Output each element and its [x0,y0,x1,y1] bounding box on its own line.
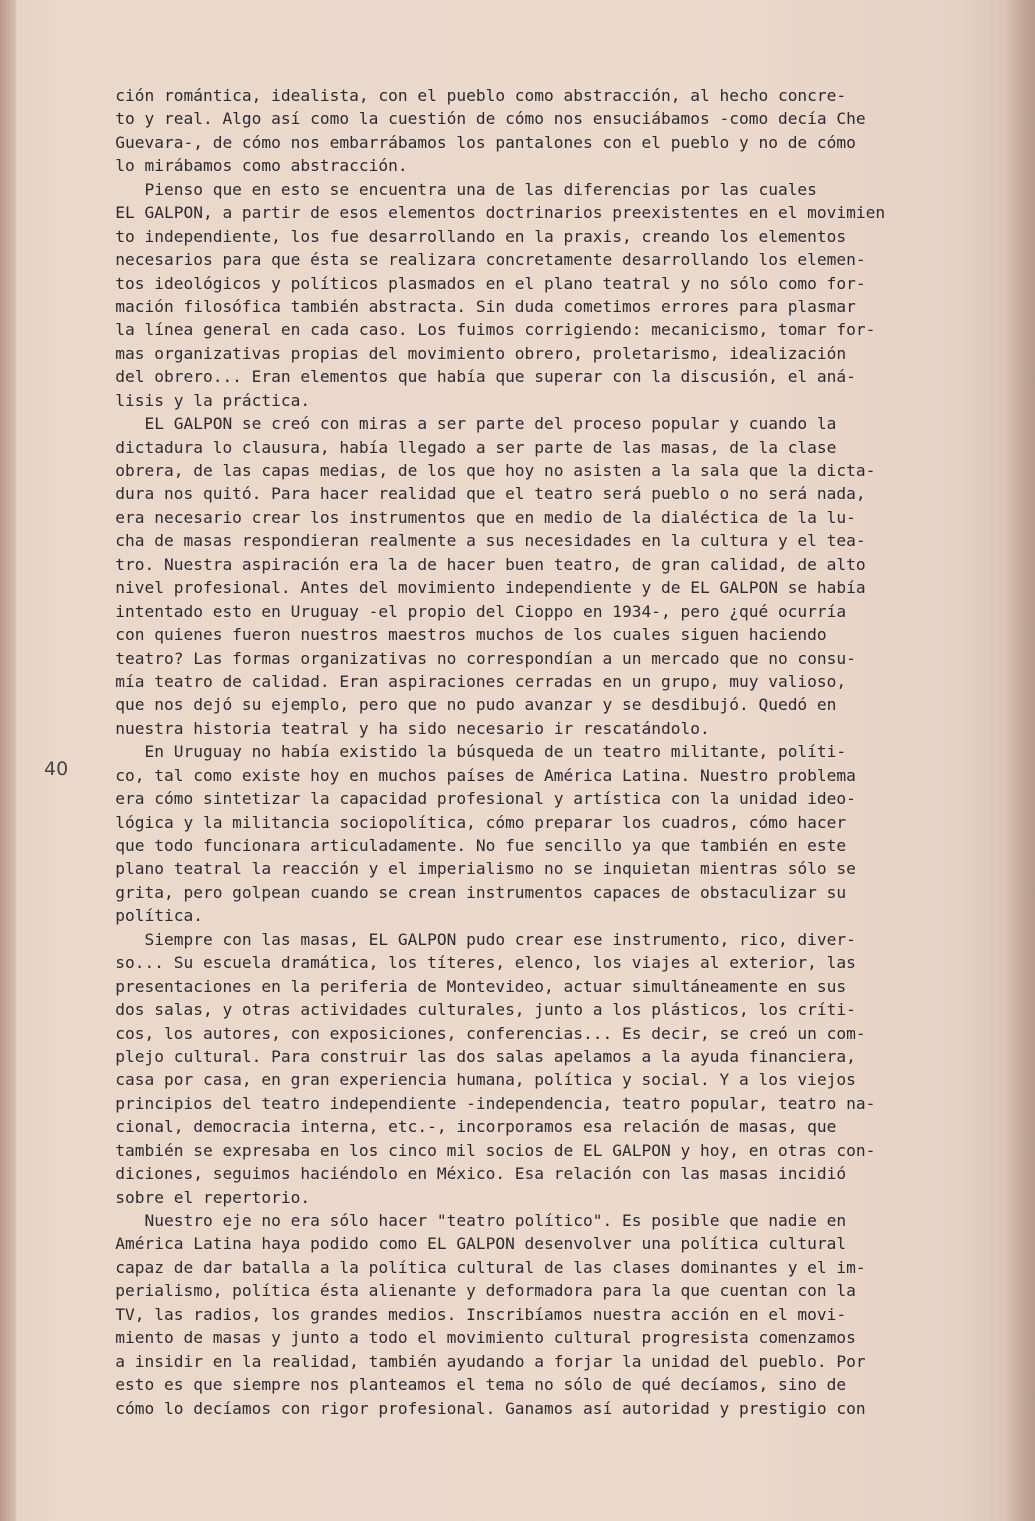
text-line: del obrero... Eran elementos que había que superar con la discusión, el aná- [86,367,856,387]
text-line: dura nos quitó. Para hacer realidad que el teatro será pueblo o no será nada, [86,484,866,504]
page-binding-shadow [0,0,16,1521]
text-line: lógica y la militancia sociopolítica, cómo preparar los cuadros, cómo hacer [86,812,847,832]
text-line: capaz de dar batalla a la política cultural de las clases dominantes y el im- [86,1257,866,1277]
text-line: era necesario crear los instrumentos que en medio de la dialéctica de la lu- [86,507,856,527]
text-line: dictadura lo clausura, había llegado a ser parte de las masas, de la clase [86,437,837,457]
text-line: que todo funcionara articuladamente. No fue sencillo ya que también en este [86,836,847,855]
text-line: grita, pero golpean cuando se crean instrumentos capaces de obstaculizar su [86,882,847,902]
text-line: mación filosófica también abstracta. Sin duda cometimos errores para plasmar [86,296,856,316]
text-line: lo mirábamos como abstracción. [86,156,408,176]
text-line: dos salas, y otras actividades culturales, junto a los plásticos, los críti- [86,1000,856,1020]
text-line: que nos dejó su ejemplo, pero que no pudo avanzar y se desdibujó. Quedó en [86,695,837,715]
text-line: to y real. Algo así como la cuestión de cómo nos ensuciábamos -como decía Che [86,109,866,129]
text-line: plano teatral la reacción y el imperialismo no se inquietan mientras sólo se [86,859,856,879]
text-line: necesarios para que ésta se realizara concretamente desarrollando los elemen- [86,250,866,270]
text-line: política. [86,906,203,926]
text-line: EL GALPON se creó con miras a ser parte del proceso popular y cuando la [86,414,837,434]
text-line: Guevara-, de cómo nos embarrábamos los pantalones con el pueblo y no de cómo [86,132,856,152]
text-line: cha de masas respondieran realmente a sus necesidades en la cultura y el tea- [86,531,866,551]
body-text [86,84,1014,1420]
text-line: nivel profesional. Antes del movimiento independiente y de EL GALPON se había [86,578,866,598]
text-line: teatro? Las formas organizativas no correspondían a un mercado que no consu- [86,648,856,668]
text-line: también se expresaba en los cinco mil socios de EL GALPON y hoy, en otras con- [86,1140,876,1160]
text-line: principios del teatro independiente -independencia, teatro popular, teatro na- [86,1093,876,1113]
text-line: presentaciones en la periferia de Montevideo, actuar simultáneamente en sus [86,976,847,996]
text-line: mas organizativas propias del movimiento obrero, proletarismo, idealización [86,343,847,363]
text-line: tos ideológicos y políticos plasmados en el plano teatral y no sólo como for- [86,273,866,293]
text-line: esto es que siempre nos planteamos el tema no sólo de qué decíamos, sino de [86,1375,847,1395]
text-line: En Uruguay no había existido la búsqueda de un teatro militante, políti- [86,742,847,762]
text-line: EL GALPON, a partir de esos elementos doctrinarios preexistentes en el movimien [86,203,886,223]
text-line: con quienes fueron nuestros maestros muchos de los cuales siguen haciendo [86,625,827,645]
text-line: tro. Nuestra aspiración era la de hacer buen teatro, de gran calidad, de alto [86,554,866,574]
text-line: cómo lo decíamos con rigor profesional. Ganamos así autoridad y prestigio con [86,1398,866,1418]
text-line: mía teatro de calidad. Eran aspiraciones cerradas en un grupo, muy valioso, [86,671,847,691]
text-line: Nuestro eje no era sólo hacer "teatro político". Es posible que nadie en [86,1211,847,1230]
text-line: co, tal como existe hoy en muchos países de América Latina. Nuestro problema [86,765,856,785]
text-line: cos, los autores, con exposiciones, conferencias... Es decir, se creó un com- [86,1023,866,1043]
text-line: plejo cultural. Para construir las dos salas apelamos a la ayuda financiera, [86,1046,856,1066]
text-line: a insidir en la realidad, también ayudando a forjar la unidad del pueblo. Por [86,1351,866,1371]
text-line: sobre el repertorio. [86,1187,311,1207]
page-number: 40 [44,758,69,780]
text-line: intentado esto en Uruguay -el propio del Cioppo en 1934-, pero ¿qué ocurría [86,601,847,621]
text-line: ción romántica, idealista, con el pueblo como abstracción, al hecho concre- [86,86,847,105]
text-line: Siempre con las masas, EL GALPON pudo crear ese instrumento, rico, diver- [86,929,856,949]
text-line: nuestra historia teatral y ha sido necesario ir rescatándolo. [86,718,710,738]
text-line: so... Su escuela dramática, los títeres, elenco, los viajes al exterior, las [86,953,856,973]
text-line: era cómo sintetizar la capacidad profesional y artística con la unidad ideo- [86,789,856,809]
text-line: América Latina haya podido como EL GALPON desenvolver una política cultural [86,1234,847,1254]
text-line: miento de masas y junto a todo el movimiento cultural progresista comenzamos [86,1328,856,1348]
text-line: la línea general en cada caso. Los fuimos corrigiendo: mecanicismo, tomar for- [86,320,876,340]
text-line: lisis y la práctica. [86,390,311,410]
text-line: diciones, seguimos haciéndolo en México. Esa relación con las masas incidió [86,1164,847,1184]
text-line: Pienso que en esto se encuentra una de las diferencias por las cuales [86,179,817,199]
text-line: cional, democracia interna, etc.-, incorporamos esa relación de masas, que [86,1117,837,1137]
text-line: casa por casa, en gran experiencia humana, política y social. Y a los viejos [86,1070,856,1090]
text-line: perialismo, política ésta alienante y deformadora para la que cuentan con la [86,1281,856,1301]
text-line: to independiente, los fue desarrollando en la praxis, creando los elementos [86,226,847,246]
text-line: TV, las radios, los grandes medios. Inscribíamos nuestra acción en el movi- [86,1304,847,1324]
text-line: obrera, de las capas medias, de los que hoy no asisten a la sala que la dicta- [86,461,876,480]
